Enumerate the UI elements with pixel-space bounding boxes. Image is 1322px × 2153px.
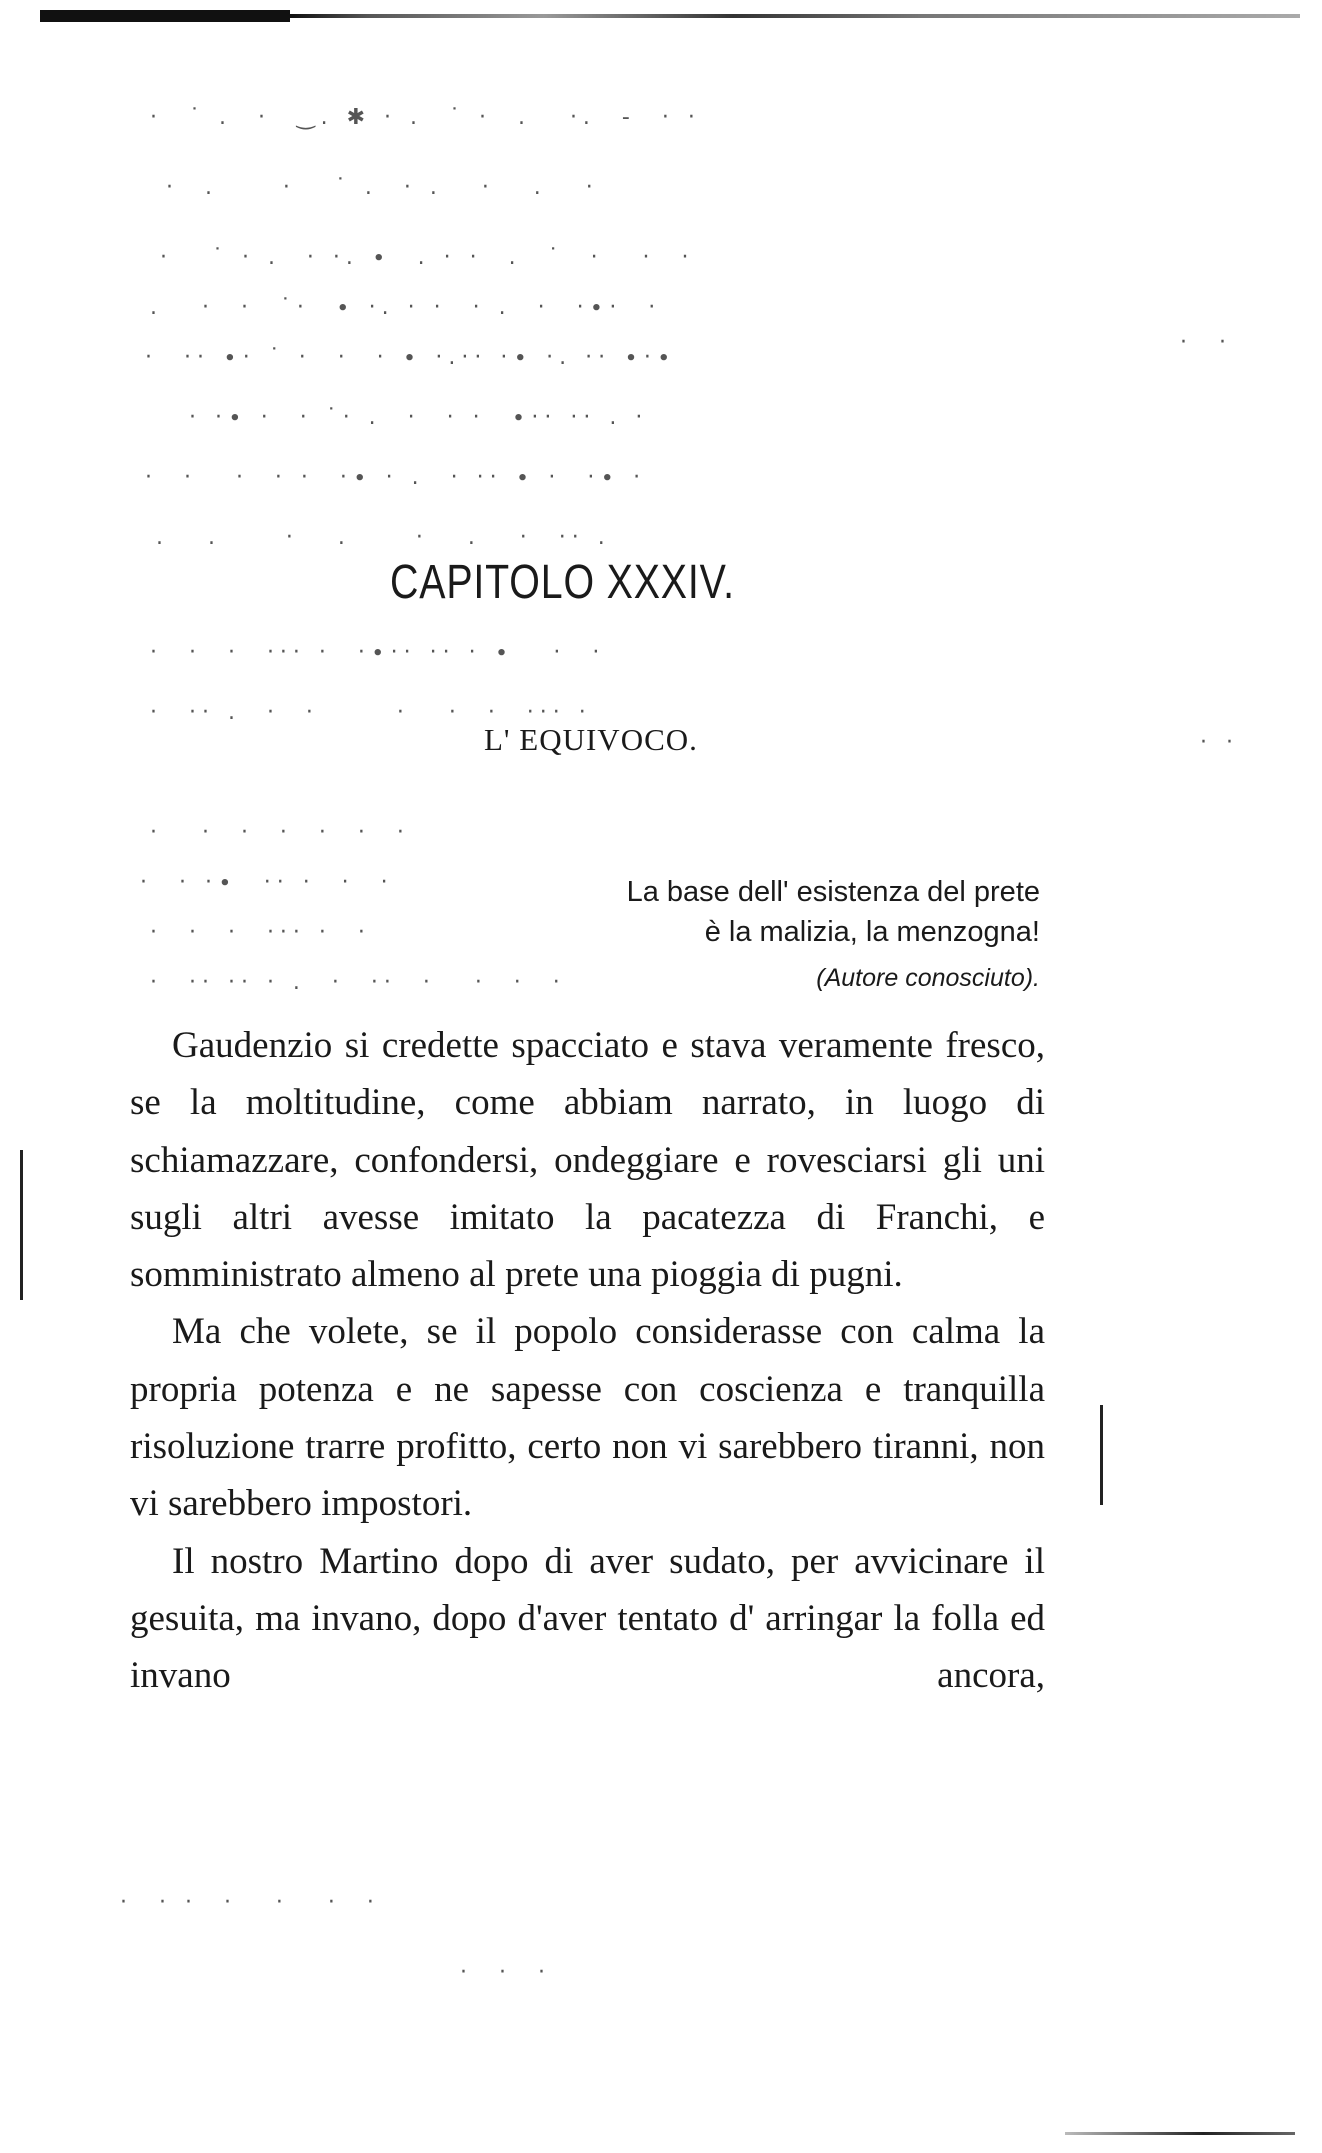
bleed-through-noise: · · ·∙ ·· · · · <box>140 870 394 895</box>
bleed-through-noise: · · · ··· · · <box>150 920 371 945</box>
chapter-body <box>130 1017 1045 1705</box>
bottom-scan-rule <box>1065 2132 1295 2135</box>
bleed-through-noise: · ·· ·· · . · ·· · · · · <box>150 970 566 995</box>
paragraph: Il nostro Martino dopo di aver sudato, per avvicinare il gesuita, ma invano, dopo d'aver tentato d' arringar la folla ed invano ancora, <box>130 1540 1045 1697</box>
bleed-through-noise: · ˙ . · ‿. ✱ · . ˙ · . ·. ‐ · · <box>150 105 701 130</box>
bleed-through-noise: · . · ˙ . · . · . · <box>140 175 599 200</box>
top-scan-rule <box>40 14 1300 18</box>
epigraph-source: (Autore conosciuto). <box>816 964 1040 992</box>
bleed-through-noise: . · · ˙· ∙ ·. · · · . · ·∙· · <box>150 295 662 320</box>
epigraph-line: è la malizia, la menzogna! <box>704 916 1040 948</box>
chapter-subtitle: L' EQUIVOCO. <box>484 722 698 757</box>
bleed-through-noise: · ˙ · . · ·. ∙ . · · . ˙ · · · <box>160 245 695 270</box>
bleed-through-noise: · · <box>1200 730 1239 755</box>
chapter-title: CAPITOLO XXXIV. <box>390 556 735 609</box>
bleed-through-noise: · · · · · · · <box>150 820 410 845</box>
epigraph-line: La base dell' esistenza del prete <box>626 876 1040 908</box>
left-margin-mark <box>20 1150 23 1300</box>
bleed-through-noise: · · · <box>460 1960 551 1985</box>
bleed-through-noise: · ·· . · · · · · ··· · <box>150 700 592 725</box>
epigraph <box>627 872 1040 998</box>
bleed-through-noise: · · · ··· · ·∙·· ·· · ∙ · · <box>150 640 606 665</box>
bleed-through-noise: · · · · · ·∙ · . · ·· ∙ · ·∙ · <box>145 465 647 490</box>
right-margin-mark <box>1100 1405 1103 1505</box>
bleed-through-noise: · · <box>1180 330 1232 355</box>
paragraph: Gaudenzio si credette spacciato e stava veramente fresco, se la moltitudine, come abbiam narrato, in luogo di schiamazzare, confondersi, ondeggiare e rovesciarsi gli uni sugli altri avesse imitato la pacatezza di Franchi, e somministrato almeno al prete una pioggia di pugni. <box>130 1025 1045 1296</box>
bleed-through-noise: · ·∙ · · ˙· . · · · ∙·· ·· . · <box>150 405 649 430</box>
bleed-through-noise: · ·· ∙· ˙ · · · ∙ ·.·· ·∙ ·. ·· ∙·∙ <box>145 345 677 370</box>
bleed-through-noise: · · · · · · · <box>120 1890 380 1915</box>
paragraph: Ma che volete, se il popolo considerasse con calma la propria potenza e ne sapesse con coscienza e tranquilla risoluzione trarre profitto, certo non vi sarebbero tiranni, non vi sarebbero impostori. <box>130 1311 1045 1525</box>
bleed-through-noise: . . · . · . · ·· . <box>130 525 611 550</box>
